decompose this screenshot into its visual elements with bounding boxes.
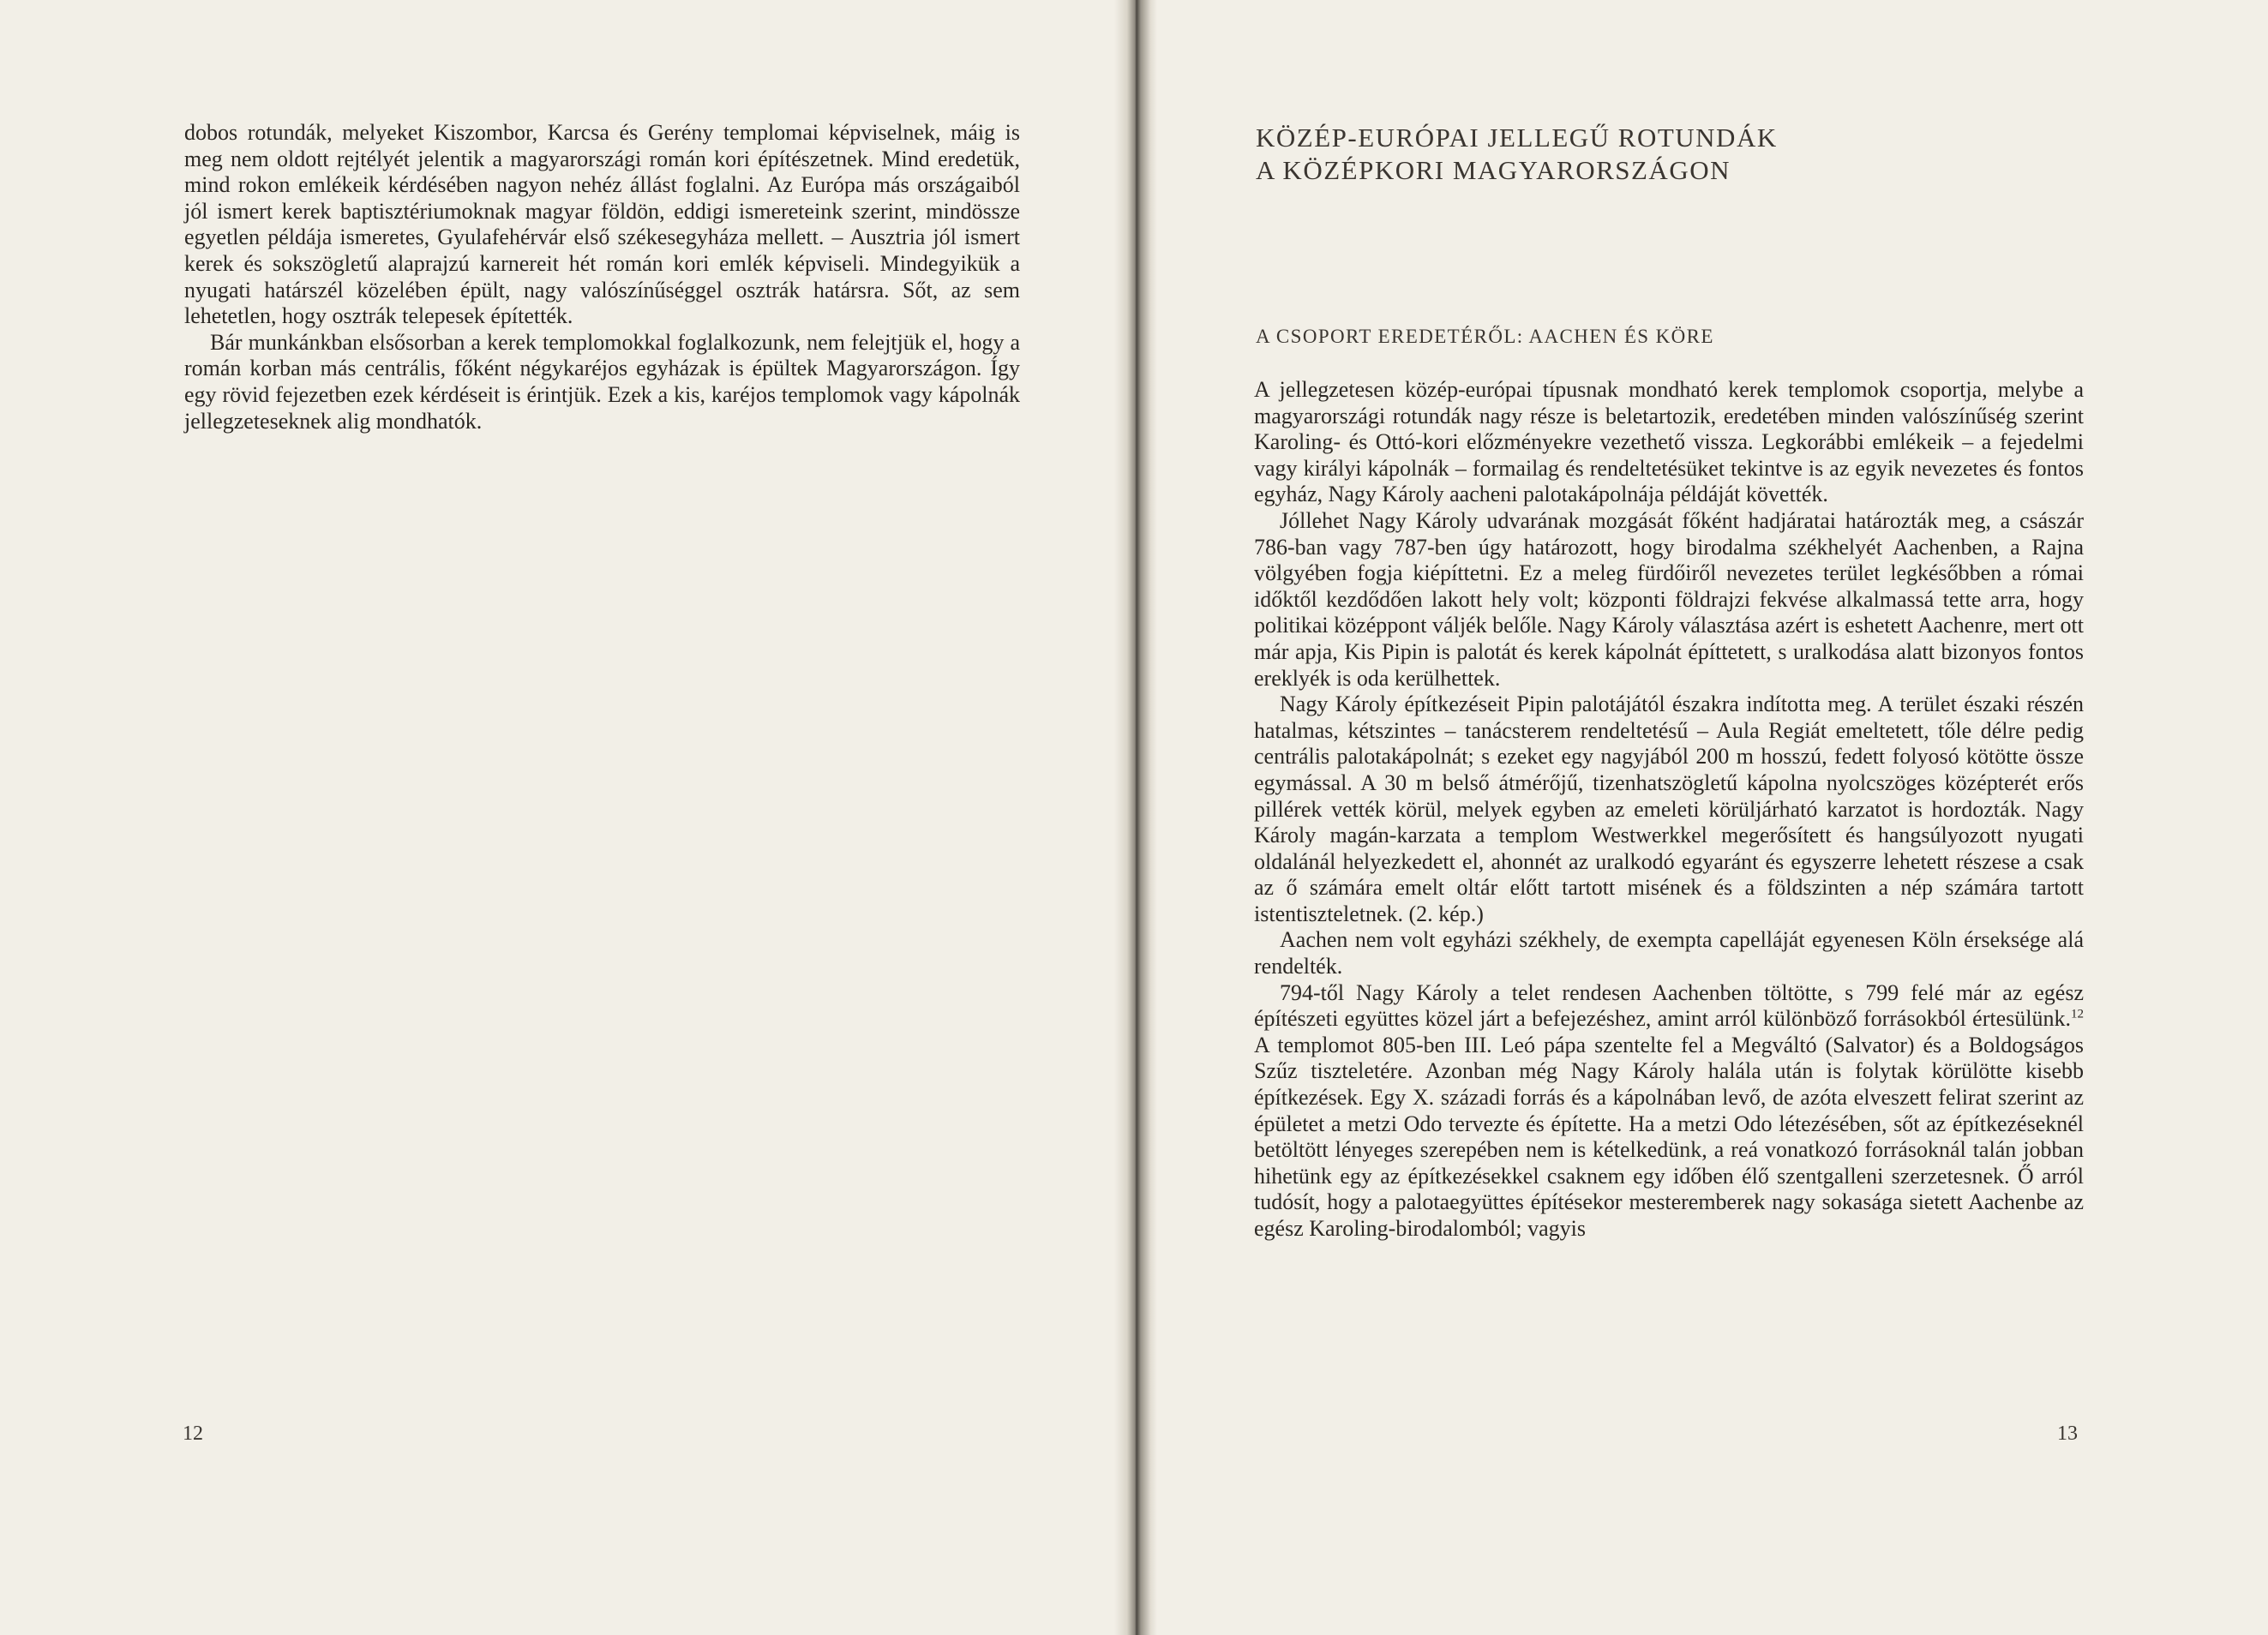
left-paragraph-1: dobos rotundák, melyeket Kiszombor, Karcsa és Gerény templomai képviselnek, máig is meg nem oldott rejtélyét jelentik a magyarországi román kori építészetnek. Mind eredetük, mind rokon emlékeik kérdésében nagyon nehéz állást foglalni. Az Európa más országaiból jól ismert kerek baptisztériumoknak magyar földön, eddigi ismereteink szerint, mindössze egyetlen példája ismeretes, Gyulafehérvár első székesegyháza mellett. – Ausztria jól ismert kerek és sokszögletű alaprajzú karnereit hét román kori emlék képviseli. Mindegyikük a nyugati határszél közelében épült, nagy valószínűséggel osztrák határsra. Sőt, az sem lehetetlen, hogy osztrák telepesek építették. xyxy=(184,120,1020,329)
left-page xyxy=(0,0,1130,1635)
right-paragraph-5 xyxy=(1254,980,2084,1243)
right-paragraph-4: Aachen nem volt egyházi székhely, de exempta capelláját egyenesen Köln érseksége alá rendelték. xyxy=(1254,927,2084,979)
book-gutter xyxy=(1114,0,1157,1635)
right-paragraph-5-part-2: A templomot 805-ben III. Leó pápa szentelte fel a Megváltó (Salvator) és a Boldogságos Szűz tiszteletére. Azonban még Nagy Károly halála után is folytak körülötte kisebb építkezések. Egy X. századi forrás és a kápolnában levő, de azóta elveszett felirat szerint az épületet a metzi Odo tervezte és építette. Ha a metzi Odo létezésében, sőt az építkezéseknél betöltött lényeges szerepében nem is kételkedünk, a reá vonatkozó forrásoknál talán jobban hihetünk egy az építkezésekkel csaknem egy időben élő szentgalleni szerzetesnek. Ő arról tudósít, hogy a palotaegyüttes építésekor mesteremberek nagy sokasága sietett Aachenbe az egész Karoling-birodalomból; vagyis xyxy=(1254,1032,2084,1241)
footnote-reference[interactable]: 12 xyxy=(2071,1007,2084,1021)
right-paragraph-2: Jóllehet Nagy Károly udvarának mozgását főként hadjáratai határozták meg, a császár 786-ban vagy 787-ben úgy határozott, hogy birodalma székhelyét Aachenben, a Rajna völgyében fogja kiépíttetni. Ez a meleg fürdőiről nevezetes terület legkésőbben a római időktől kezdődően lakott hely volt; központi földrajzi fekvése alkalmassá tette arra, hogy politikai középpont váljék belőle. Nagy Károly választása azért is eshetett Aachenre, mert ott már apja, Kis Pipin is palotát és kerek kápolnát építtetett, s uralkodása alatt bizonyos fontos ereklyék is oda kerülhettek. xyxy=(1254,507,2084,691)
chapter-title-line-1: KÖZÉP-EURÓPAI JELLEGŰ ROTUNDÁK xyxy=(1256,123,1778,153)
chapter-title xyxy=(1256,122,2027,187)
page-number-left: 12 xyxy=(183,1422,203,1445)
left-paragraph-2: Bár munkánkban elsősorban a kerek templomokkal foglalkozunk, nem felejtjük el, hogy a román korban más centrális, főként négykaréjos egyházak is épültek Magyarországon. Így egy rövid fejezetben ezek kérdéseit is érintjük. Ezek a kis, karéjos templomok vagy kápolnák jellegzeteseknek alig mondhatók. xyxy=(184,329,1020,434)
chapter-title-line-2: A KÖZÉPKORI MAGYARORSZÁGON xyxy=(1256,155,1731,185)
left-page-body xyxy=(184,120,1020,434)
page-number-right: 13 xyxy=(2057,1422,2078,1445)
right-paragraph-1: A jellegzetesen közép-európai típusnak mondható kerek templomok csoportja, melybe a magyarországi rotundák nagy része is beletartozik, eredetében minden valószínűség szerint Karoling- és Ottó-kori előzményekre vezethető vissza. Legkorábbi emlékeik – a fejedelmi vagy királyi kápolnák – formailag és rendeltetésüket tekintve is az egyik nevezetes és fontos egyház, Nagy Károly aacheni palotakápolnája példáját követték. xyxy=(1254,377,2084,507)
right-paragraph-5-part-1: 794-től Nagy Károly a telet rendesen Aachenben töltötte, s 799 felé már az egész építészeti együttes közel járt a befejezéshez, amint arról különböző forrásokból értesülünk. xyxy=(1254,979,2084,1032)
right-paragraph-3: Nagy Károly építkezéseit Pipin palotájától északra indította meg. A terület északi részén hatalmas, kétszintes – tanácsterem rendeltetésű – Aula Regiát emeltetett, tőle délre pedig centrális palotakápolnát; s ezeket egy nagyjából 200 m hosszú, fedett folyosó kötötte össze egymással. A 30 m belső átmérőjű, tizenhatszögletű kápolna nyolcszöges középterét erős pillérek vették körül, melyek egyben az emeleti körüljárható karzatot is hordozták. Nagy Károly magán-karzata a templom Westwerkkel megerősített és hangsúlyozott nyugati oldalánál helyezkedett el, ahonnét az uralkodó egyaránt és egyszerre lehetett részese a csak az ő számára emelt oltár előtt tartott misének és a földszinten a nép számára tartott istentiszteletnek. (2. kép.) xyxy=(1254,692,2084,926)
section-title: A CSOPORT EREDETÉRŐL: AACHEN ÉS KÖRE xyxy=(1256,326,1714,347)
right-page-body xyxy=(1254,377,2084,1243)
